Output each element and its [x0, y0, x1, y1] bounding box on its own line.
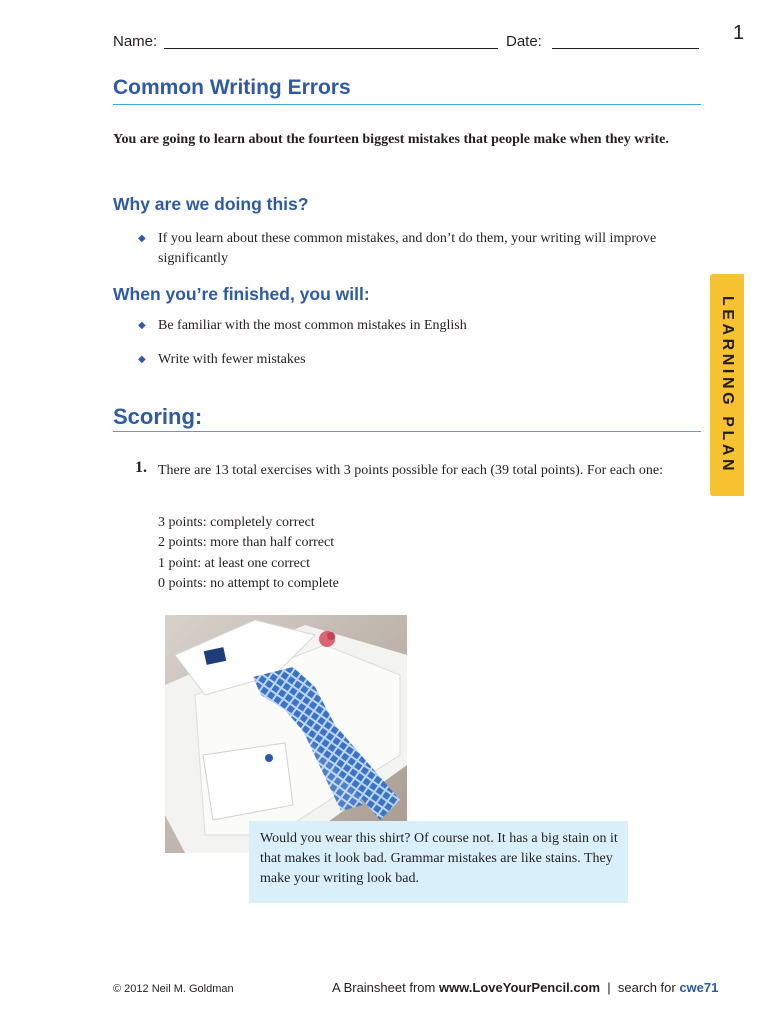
- search-prefix: search for: [617, 980, 680, 995]
- diamond-bullet-icon: ◆: [138, 233, 146, 244]
- diamond-bullet-icon: ◆: [138, 354, 146, 365]
- scoring-item-text: There are 13 total exercises with 3 points possible for each (39 total points). For each one:: [158, 463, 664, 478]
- title-divider: [113, 104, 701, 105]
- scoring-divider: [113, 431, 701, 432]
- site-link[interactable]: www.LoveYourPencil.com: [438, 980, 601, 995]
- finished-bullet-text: Be familiar with the most common mistakes in English: [158, 318, 467, 333]
- brainsheet-prefix: A Brainsheet from: [332, 980, 439, 995]
- date-label: Date:: [506, 33, 542, 50]
- scoring-levels: [158, 513, 339, 594]
- page-title: Common Writing Errors: [113, 76, 351, 99]
- name-field[interactable]: [164, 48, 498, 49]
- scoring-item-number: 1.: [135, 459, 147, 476]
- diamond-bullet-icon: ◆: [138, 320, 146, 331]
- caption-box: Would you wear this shirt? Of course not. It has a big stain on it that makes it look bad. Grammar mistakes are like stains. They make your writing look bad.: [249, 821, 628, 903]
- scoring-level: 3 points: completely correct: [158, 515, 315, 530]
- learning-plan-tab: [710, 274, 744, 496]
- footer-separator: |: [607, 980, 611, 995]
- finished-bullet: [138, 316, 698, 336]
- search-code: cwe71: [679, 980, 719, 995]
- stained-shirt-photo: [165, 615, 407, 853]
- learning-plan-label: LEARNING PLAN: [719, 295, 736, 475]
- finished-heading: When you’re finished, you will:: [113, 284, 370, 304]
- date-field[interactable]: [552, 48, 699, 49]
- scoring-heading: Scoring:: [113, 404, 203, 429]
- shirt-illustration: [165, 615, 407, 853]
- intro-text: You are going to learn about the fourteen biggest mistakes that people make when they write.: [113, 132, 669, 147]
- why-bullet: [138, 229, 698, 269]
- name-label: Name:: [113, 33, 158, 50]
- why-heading: Why are we doing this?: [113, 194, 309, 214]
- page-number: 1: [733, 22, 745, 44]
- finished-bullet-text: Write with fewer mistakes: [158, 352, 306, 367]
- scoring-level: 1 point: at least one correct: [158, 555, 310, 571]
- copyright: © 2012 Neil M. Goldman: [113, 983, 234, 995]
- why-bullet-text: If you learn about these common mistakes, and don’t do them, your writing will improve significantly: [158, 231, 657, 266]
- footer-brainsheet: [332, 980, 718, 995]
- scoring-level: 0 points: no attempt to complete: [158, 575, 339, 591]
- scoring-level: 2 points: more than half correct: [158, 535, 335, 551]
- finished-bullet: [138, 350, 698, 370]
